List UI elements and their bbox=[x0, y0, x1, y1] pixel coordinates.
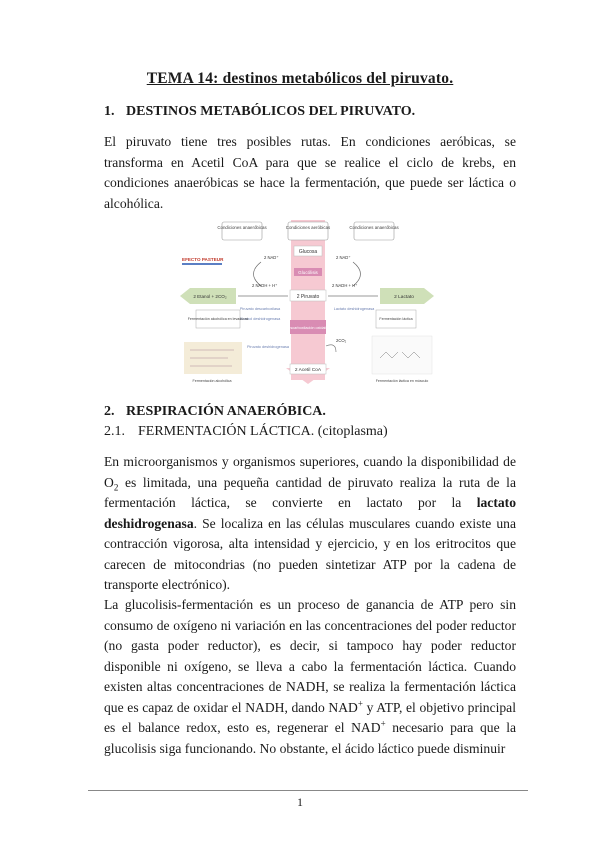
p2-sub: 2 bbox=[113, 482, 119, 493]
p2-part3: . Se localiza en las células musculares cuando existe una contracción vigorosa, alta intensidad y ejercicio, y en los eritrocitos que carecen de mitocondrias (no pueden sintetizar ATP por la cadena de transporte electrónico). bbox=[104, 515, 516, 592]
subsection-2-1-heading bbox=[104, 424, 388, 440]
pyr-dh-label: Piruvato deshidrogenasa bbox=[246, 345, 290, 349]
nadh-left-label: 2 NADH + H⁺ bbox=[252, 283, 278, 288]
paragraph-1-text: El piruvato tiene tres posibles rutas. En condiciones aeróbicas, se transforma en Acetil CoA para que se realice el ciclo de krebs, en condiciones anaeróbicas se hace la fermentación, que puede ser láctica o alcohólica. bbox=[104, 134, 516, 211]
section-2-heading bbox=[104, 404, 326, 420]
page-title: TEMA 14: destinos metabólicos del piruvato. bbox=[146, 70, 454, 87]
p3-sup2: + bbox=[380, 718, 386, 729]
pyr-decarb-label: Piruvato descarboxilasa bbox=[239, 307, 281, 311]
paragraph-3 bbox=[104, 595, 516, 759]
section-1-title: DESTINOS METABÓLICOS DEL PIRUVATO. bbox=[126, 104, 416, 119]
alcohol-dh-label: Alcohol deshidrogenasa bbox=[239, 317, 281, 321]
p2-part2: es limitada, una pequeña cantidad de piruvato realiza la ruta de la fermentación láctica, se convierte en lactato por la bbox=[104, 474, 516, 510]
footer-divider bbox=[88, 790, 528, 791]
subsection-number: 2.1. bbox=[104, 424, 125, 439]
p3-sup1: + bbox=[357, 697, 363, 708]
paragraph-3-text bbox=[104, 595, 516, 759]
ox-decarb-label: Descarboxilación oxidativa bbox=[285, 326, 331, 330]
lactate-dh-label: Lactato deshidrogenasa bbox=[333, 307, 375, 311]
cond-left-label: Condiciones anaeróbicas bbox=[217, 225, 267, 230]
paragraph-2-text bbox=[104, 452, 516, 596]
pyruvate-fates-diagram bbox=[176, 218, 438, 390]
acetyl-label: 2 Acetil CoA bbox=[294, 368, 322, 373]
nad-right-label: 2 NAD⁺ bbox=[336, 255, 351, 260]
co2-arc bbox=[326, 345, 336, 352]
p2-bold: lactato deshidrogenasa bbox=[104, 495, 516, 531]
ferm-alc-label: Fermentación alcohólica en levaduras bbox=[187, 317, 249, 321]
cond-right-label: Condiciones anaeróbicas bbox=[349, 225, 399, 230]
efecto-pasteur-bar bbox=[182, 263, 222, 265]
caption-right-label: Fermentación láctica en músculo bbox=[375, 379, 429, 383]
pyruvate-label: 2 Piruvato bbox=[296, 294, 320, 300]
section-2-title: RESPIRACIÓN ANAERÓBICA. bbox=[126, 404, 326, 419]
section-2-number: 2. bbox=[104, 404, 115, 419]
co2-label: 2CO₂ bbox=[336, 338, 347, 343]
efecto-pasteur-label: EFECTO PASTEUR bbox=[182, 257, 224, 262]
section-1-heading bbox=[104, 104, 415, 120]
section-1-number: 1. bbox=[104, 104, 115, 119]
p3-part1: La glucolisis-fermentación es un proceso de ganancia de ATP pero sin consumo de oxígeno ni variación en las concentraciones del poder reductor (no gasta poder reductor), es decir, si tampoco hay poder reductor disponible ni oxígeno, se lleva a cabo la fermentación láctica. Cuando existen altas concentraciones de NADH, se realiza la fermentación láctica que es capaz de oxidar el NADH, dando NAD bbox=[104, 597, 516, 715]
glycolysis-label: Glucólisis bbox=[298, 270, 318, 275]
nadh-right-label: 2 NADH + H⁺ bbox=[332, 283, 358, 288]
paragraph-1 bbox=[104, 132, 516, 214]
subsection-title: FERMENTACIÓN LÁCTICA. (citoplasma) bbox=[138, 424, 388, 439]
ethanol-label: 2 Etanol + 2CO₂ bbox=[193, 294, 227, 299]
caption-left-label: Fermentación alcohólica bbox=[192, 379, 232, 383]
cond-mid-label: Condiciones aeróbicas bbox=[285, 225, 331, 230]
ferm-lact-label: Fermentación láctica bbox=[379, 317, 413, 321]
p2-part1: En microorganismos y organismos superiores, cuando la disponibilidad de O bbox=[104, 454, 516, 490]
right-sketch bbox=[372, 336, 432, 374]
nad-left-label: 2 NAD⁺ bbox=[264, 255, 279, 260]
paragraph-2 bbox=[104, 452, 516, 596]
page-number: 1 bbox=[297, 795, 303, 809]
p3-part2: y ATP, el objetivo principal es el balance redox, esto es, regenerar el NAD bbox=[104, 699, 516, 735]
p3-part3: necesario para que la glucolisis siga funcionando. No obstante, el ácido láctico puede disminuir bbox=[104, 720, 516, 756]
glucose-label: Glucosa bbox=[298, 249, 318, 255]
diagram-svg bbox=[176, 218, 438, 390]
lactate-label: 2 Lactato bbox=[394, 295, 414, 300]
